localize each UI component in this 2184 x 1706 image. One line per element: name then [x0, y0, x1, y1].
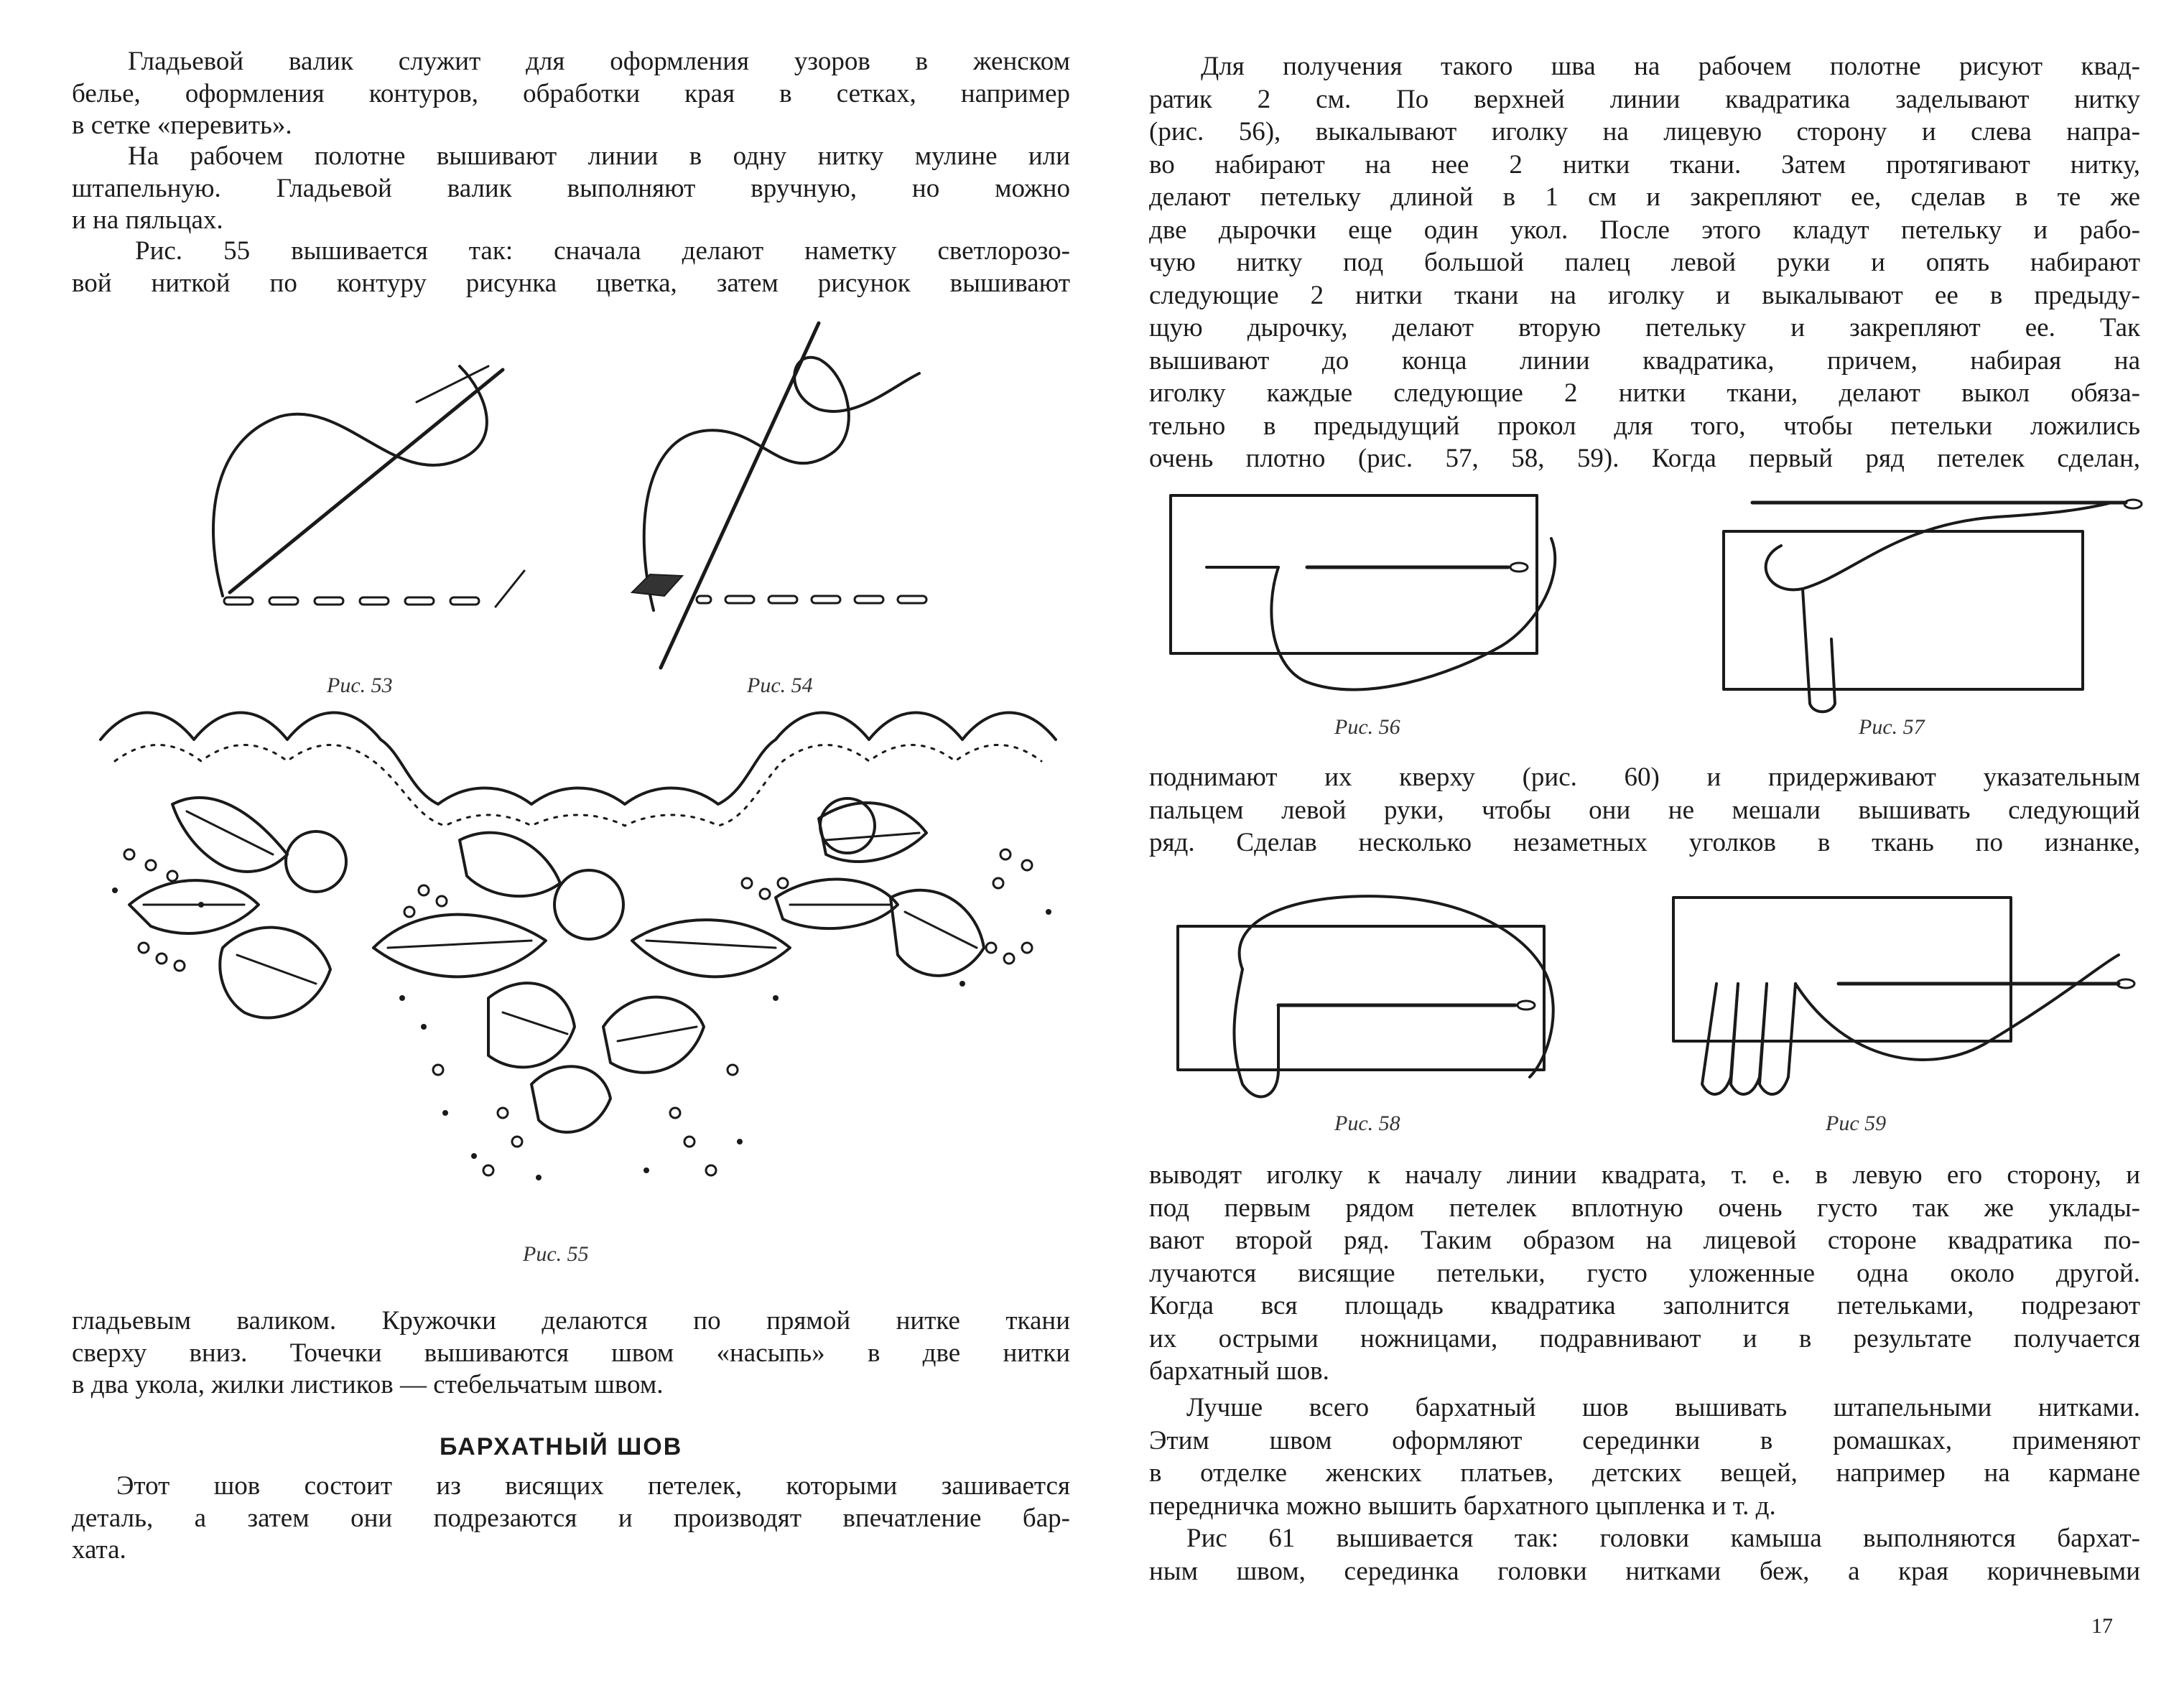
text-line: бархатный шов. [1149, 1356, 1329, 1386]
text-line: Рис. 55 вышивается так: сначала делают наметку светлорозо- [135, 236, 1070, 266]
text-line: Для получения такого шва на рабочем полотне рисуют квад- [1201, 52, 2140, 81]
paragraph-valik-details [72, 1305, 1070, 1402]
text-line: следующие 2 нитки ткани на иголку и выкалывают ее в предыду- [1149, 280, 2140, 310]
paragraph-velvet-steps [1149, 50, 2140, 475]
paragraph-second-row [1149, 1159, 2140, 1388]
text-line: вают второй ряд. Таким образом на лицевой стороне квадратика по- [1149, 1226, 2140, 1255]
text-line: лучаются висящие петельки, густо уложенные одна около другой. [1149, 1258, 2140, 1288]
text-line: вой ниткой по контуру рисунка цветка, затем рисунок вышивают [72, 268, 1070, 298]
text-line: в сетке «перевить». [72, 111, 292, 141]
text-line: тельно в предыдущий прокол для того, чтобы петельки ложились [1149, 411, 2140, 441]
text-line: На рабочем полотне вышивают линии в одну нитку мулине или [128, 141, 1070, 171]
leaf-cluster-right [776, 798, 984, 976]
text-line: Гладьевой валик служит для оформления узоров в женском [128, 47, 1070, 76]
figure-57-caption: Рис. 57 [1859, 715, 1925, 739]
text-line: их острыми ножницами, подравнивают и в результате получается [1149, 1323, 2140, 1353]
figure-58-illustration [1171, 883, 1616, 1113]
figure-57-illustration [1709, 495, 2155, 718]
figure-56-caption: Рис. 56 [1334, 715, 1400, 739]
figure-53-illustration [201, 337, 560, 625]
text-line: Лучше всего бархатный шов вышивать штапельными нитками. [1186, 1393, 2140, 1422]
text-line: щую дырочку, делают вторую петельку и закрепляют ее. Так [1149, 313, 2140, 342]
text-line: деталь, а затем они подрезаются и производят впечатление бар- [72, 1503, 1070, 1533]
text-line: вышивают до конца линии квадратика, причем, набирая на [1149, 345, 2140, 376]
right-page [1092, 0, 2184, 1706]
text-line: сверху вниз. Точечки вышиваются швом «насыпь» в две нитки [72, 1338, 1070, 1368]
text-line: Когда вся площадь квадратика заполнится петельками, подрезают [1149, 1291, 2140, 1320]
text-line: выводят иголку к началу линии квадрата, т. е. в левую его сторону, и [1149, 1160, 2140, 1190]
leaf-cluster-center [373, 833, 790, 1132]
text-line: штапельную. Гладьевой валик выполняют вручную, но можно [72, 173, 1070, 203]
text-line: белье, оформления контуров, обработки края в сетках, например [72, 78, 1070, 108]
text-line: Этим швом оформляют серединки в ромашках, применяют [1149, 1425, 2140, 1455]
text-line: Этот шов состоит из висящих петелек, которыми зашивается [116, 1471, 1070, 1501]
text-line: во набирают на нее 2 нитки ткани. Затем протягивают нитку, [1149, 149, 2140, 180]
text-line: хата. [72, 1535, 126, 1565]
text-line: Рис 61 вышивается так: головки камыша выполняются бархат- [1186, 1524, 2140, 1553]
dashed-stitch-line [224, 571, 524, 607]
text-line: чую нитку под большой палец левой руки и опять набирают [1149, 248, 2140, 277]
paragraph-loops-up [1149, 761, 2140, 859]
figure-58-caption: Рис. 58 [1334, 1111, 1400, 1135]
dashed-stitch-line [697, 596, 926, 603]
text-line: передничка можно вышить бархатного цыпленка и т. д. [1149, 1491, 1776, 1521]
text-line: под первым рядом петелек вплотную очень густо так же уклады- [1149, 1193, 2140, 1223]
figure-55-embroidery-pattern [101, 711, 1077, 1213]
page-number: 17 [2091, 1614, 2113, 1638]
text-line: делают петельку длиной в 1 см и закрепляют ее, сделав в те же [1149, 182, 2140, 212]
text-line: гладьевым валиком. Кружочки делаются по прямой нитке ткани [72, 1306, 1070, 1336]
text-line: очень плотно (рис. 57, 58, 59). Когда первый ряд петелек сделан, [1149, 444, 2140, 473]
paragraph-velvet-intro [72, 1470, 1070, 1567]
text-line: поднимают их кверху (рис. 60) и придерживают указательным [1149, 763, 2140, 792]
text-line: в отделке женских платьев, детских вещей, например на кармане [1149, 1458, 2140, 1488]
paragraph-fig61 [1149, 1522, 2140, 1588]
text-line: ратик 2 см. По верхней линии квадратика заделывают нитку [1149, 84, 2140, 114]
section-heading: БАРХАТНЫЙ ШОВ [440, 1433, 683, 1460]
text-line: в два укола, жилки листиков — стебельчатым швом. [72, 1370, 664, 1400]
dot-stitches [124, 849, 1032, 1175]
figure-53-caption: Рис. 53 [327, 673, 393, 697]
figure-59-caption: Рис 59 [1826, 1111, 1887, 1135]
text-line: ным швом, серединка головки нитками беж, а края коричневыми [1149, 1556, 2140, 1586]
paragraph-shtapel-threads [1149, 1392, 2140, 1522]
figure-54-caption: Рис. 54 [747, 673, 813, 697]
text-line: (рис. 56), выкалывают иголку на лицевую сторону и слева напра- [1149, 117, 2140, 146]
leaf-cluster-left [129, 798, 346, 1018]
text-line: ряд. Сделав несколько незаметных уголков в ткань по изнанке, [1149, 828, 2140, 857]
figure-56-illustration [1163, 488, 1609, 718]
text-line: пальцем левой руки, чтобы они не мешали вышивать следующий [1149, 795, 2140, 825]
small-dot-stitches [112, 887, 1051, 1180]
text-line: иголку каждые следующие 2 нитки ткани, делают выкол обяза- [1149, 378, 2140, 408]
text-line: две дырочки еще один укол. После этого кладут петельку и рабо- [1149, 215, 2140, 245]
text-line: и на пяльцах. [72, 205, 223, 236]
paragraph-valik-purpose [72, 46, 1070, 142]
paragraph-fig55-intro [72, 236, 1070, 299]
figure-59-illustration [1659, 883, 2155, 1113]
figure-55-caption: Рис. 55 [523, 1242, 589, 1266]
figure-54-illustration [618, 309, 977, 682]
paragraph-valik-method [72, 141, 1070, 237]
